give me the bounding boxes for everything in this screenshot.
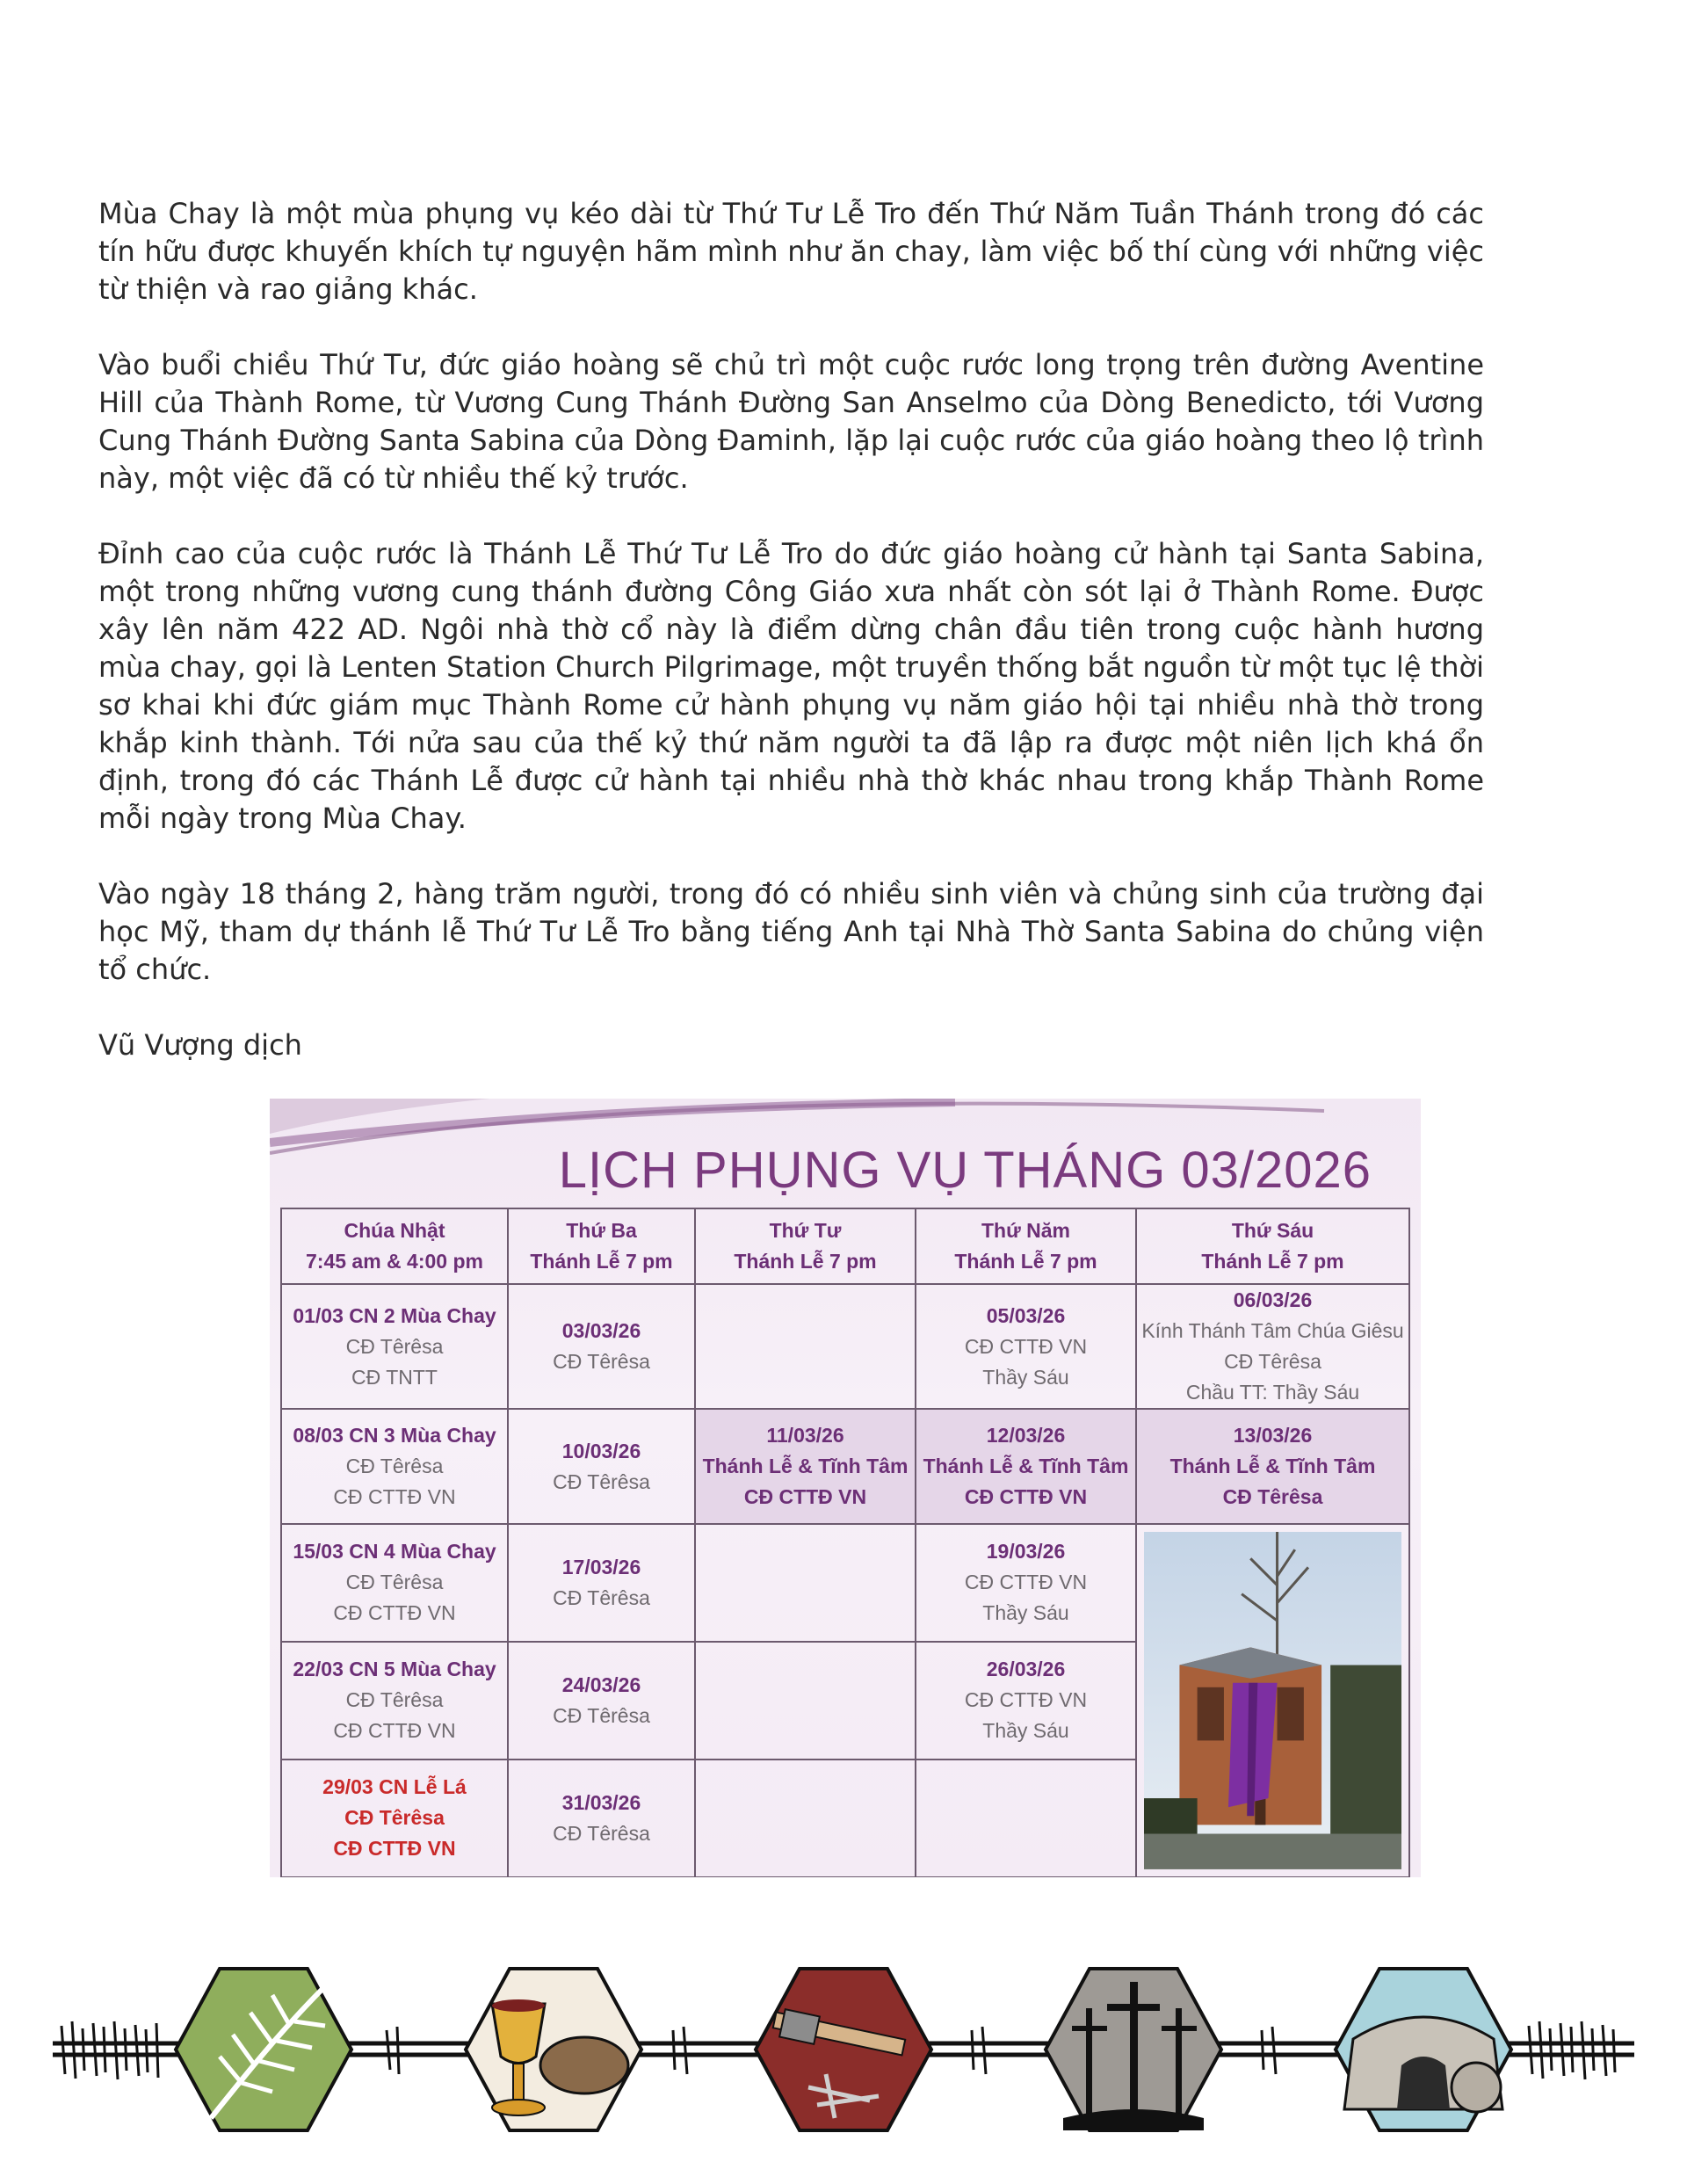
calendar-cell-retreat: 11/03/26 Thánh Lễ & Tĩnh Tâm CĐ CTTĐ VN (695, 1409, 916, 1524)
three-crosses-icon (1046, 1969, 1221, 2130)
calendar-cell: 03/03/26 CĐ Têrêsa (508, 1284, 695, 1409)
calendar-cell: 17/03/26 CĐ Têrêsa (508, 1524, 695, 1642)
calendar-cell: 08/03 CN 3 Mùa Chay CĐ Têrêsa CĐ CTTĐ VN (281, 1409, 508, 1524)
calendar-cell: 06/03/26 Kính Thánh Tâm Chúa Giêsu CĐ Têrêsa Chầu TT: Thầy Sáu (1136, 1284, 1409, 1409)
calendar-cell: 19/03/26 CĐ CTTĐ VN Thầy Sáu (916, 1524, 1136, 1642)
calendar-cell: 24/03/26 CĐ Têrêsa (508, 1642, 695, 1760)
lent-symbols-strip (53, 1942, 1634, 2158)
empty-tomb-icon (1336, 1969, 1511, 2130)
article-paragraph-1: Mùa Chay là một mùa phụng vụ kéo dài từ Thứ Tư Lễ Tro đến Thứ Năm Tuần Thánh trong đó các tín hữu được khuyến khích tự nguyện hãm mình như ăn chay, làm việc bố thí cùng với những việc từ thiện và rao giảng khác. (98, 197, 1484, 306)
table-row (281, 1524, 1409, 1642)
translator-credit: Vũ Vượng dịch (98, 1028, 302, 1062)
calendar-cell-empty (695, 1760, 916, 1877)
palm-branch-icon (176, 1969, 351, 2130)
calendar-cell-empty (695, 1524, 916, 1642)
church-photo-cell (1136, 1524, 1409, 1877)
calendar-cell-empty (695, 1284, 916, 1409)
table-header-row (281, 1208, 1409, 1284)
church-photo (1144, 1532, 1401, 1869)
calendar-cell-empty (695, 1642, 916, 1760)
calendar-cell: 22/03 CN 5 Mùa Chay CĐ Têrêsa CĐ CTTĐ VN (281, 1642, 508, 1760)
calendar-cell: 05/03/26 CĐ CTTĐ VN Thầy Sáu (916, 1284, 1136, 1409)
calendar-cell: 15/03 CN 4 Mùa Chay CĐ Têrêsa CĐ CTTĐ VN (281, 1524, 508, 1642)
header-tuesday: Thứ Ba Thánh Lễ 7 pm (508, 1208, 695, 1284)
header-sunday: Chúa Nhật 7:45 am & 4:00 pm (281, 1208, 508, 1284)
article-paragraph-4: Vào ngày 18 tháng 2, hàng trăm người, trong đó có nhiều sinh viên và chủng sinh của trường đại học Mỹ, tham dự thánh lễ Thứ Tư Lễ Tro bằng tiếng Anh tại Nhà Thờ Santa Sabina do chủng viện tổ chức. (98, 877, 1484, 986)
header-friday: Thứ Sáu Thánh Lễ 7 pm (1136, 1208, 1409, 1284)
calendar-table (280, 1208, 1410, 1877)
table-row (281, 1284, 1409, 1409)
calendar-cell-palm-sunday: 29/03 CN Lễ Lá CĐ Têrêsa CĐ CTTĐ VN (281, 1760, 508, 1877)
calendar-cell: 10/03/26 CĐ Têrêsa (508, 1409, 695, 1524)
liturgy-calendar (270, 1099, 1421, 1877)
article-paragraph-2: Vào buổi chiều Thứ Tư, đức giáo hoàng sẽ chủ trì một cuộc rước long trọng trên đường Aventine Hill của Thành Rome, từ Vương Cung Thánh Đường San Anselmo của Dòng Benedicto, tới Vương Cung Thánh Đường Santa Sabina của Dòng Đaminh, lặp lại cuộc rước của giáo hoàng theo lộ trình này, một việc đã có từ nhiều thế kỷ trước. (98, 348, 1484, 495)
chalice-bread-icon (466, 1969, 641, 2130)
calendar-cell-retreat: 12/03/26 Thánh Lễ & Tĩnh Tâm CĐ CTTĐ VN (916, 1409, 1136, 1524)
header-wednesday: Thứ Tư Thánh Lễ 7 pm (695, 1208, 916, 1284)
calendar-title: LỊCH PHỤNG VỤ THÁNG 03/2026 (558, 1142, 1372, 1199)
hammer-nails-icon (756, 1969, 931, 2130)
calendar-cell-empty (916, 1760, 1136, 1877)
article (98, 195, 1484, 1102)
header-thursday: Thứ Năm Thánh Lễ 7 pm (916, 1208, 1136, 1284)
table-row (281, 1409, 1409, 1524)
calendar-cell-retreat: 13/03/26 Thánh Lễ & Tĩnh Tâm CĐ Têrêsa (1136, 1409, 1409, 1524)
calendar-cell: 26/03/26 CĐ CTTĐ VN Thầy Sáu (916, 1642, 1136, 1760)
calendar-cell: 31/03/26 CĐ Têrêsa (508, 1760, 695, 1877)
article-paragraph-3: Đỉnh cao của cuộc rước là Thánh Lễ Thứ Tư Lễ Tro do đức giáo hoàng cử hành tại Santa Sabina, một trong những vương cung thánh đường Công Giáo xưa nhất còn sót lại ở Thành Rome. Được xây lên năm 422 AD. Ngôi nhà thờ cổ này là điểm dừng chân đầu tiên trong cuộc hành hương mùa chay, gọi là Lenten Station Church Pilgrimage, một truyền thống bắt nguồn từ một tục lệ thời sơ khai khi đức giám mục Thành Rome cử hành phụng vụ năm giáo hội tại nhiều nhà thờ trong khắp kinh thành. Tới nửa sau của thế kỷ thứ năm người ta đã lập ra được một niên lịch khá ổn định, trong đó các Thánh Lễ được cử hành tại nhiều nhà thờ khác nhau trong khắp Thành Rome mỗi ngày trong Mùa Chay. (98, 537, 1484, 835)
calendar-cell: 01/03 CN 2 Mùa Chay CĐ Têrêsa CĐ TNTT (281, 1284, 508, 1409)
